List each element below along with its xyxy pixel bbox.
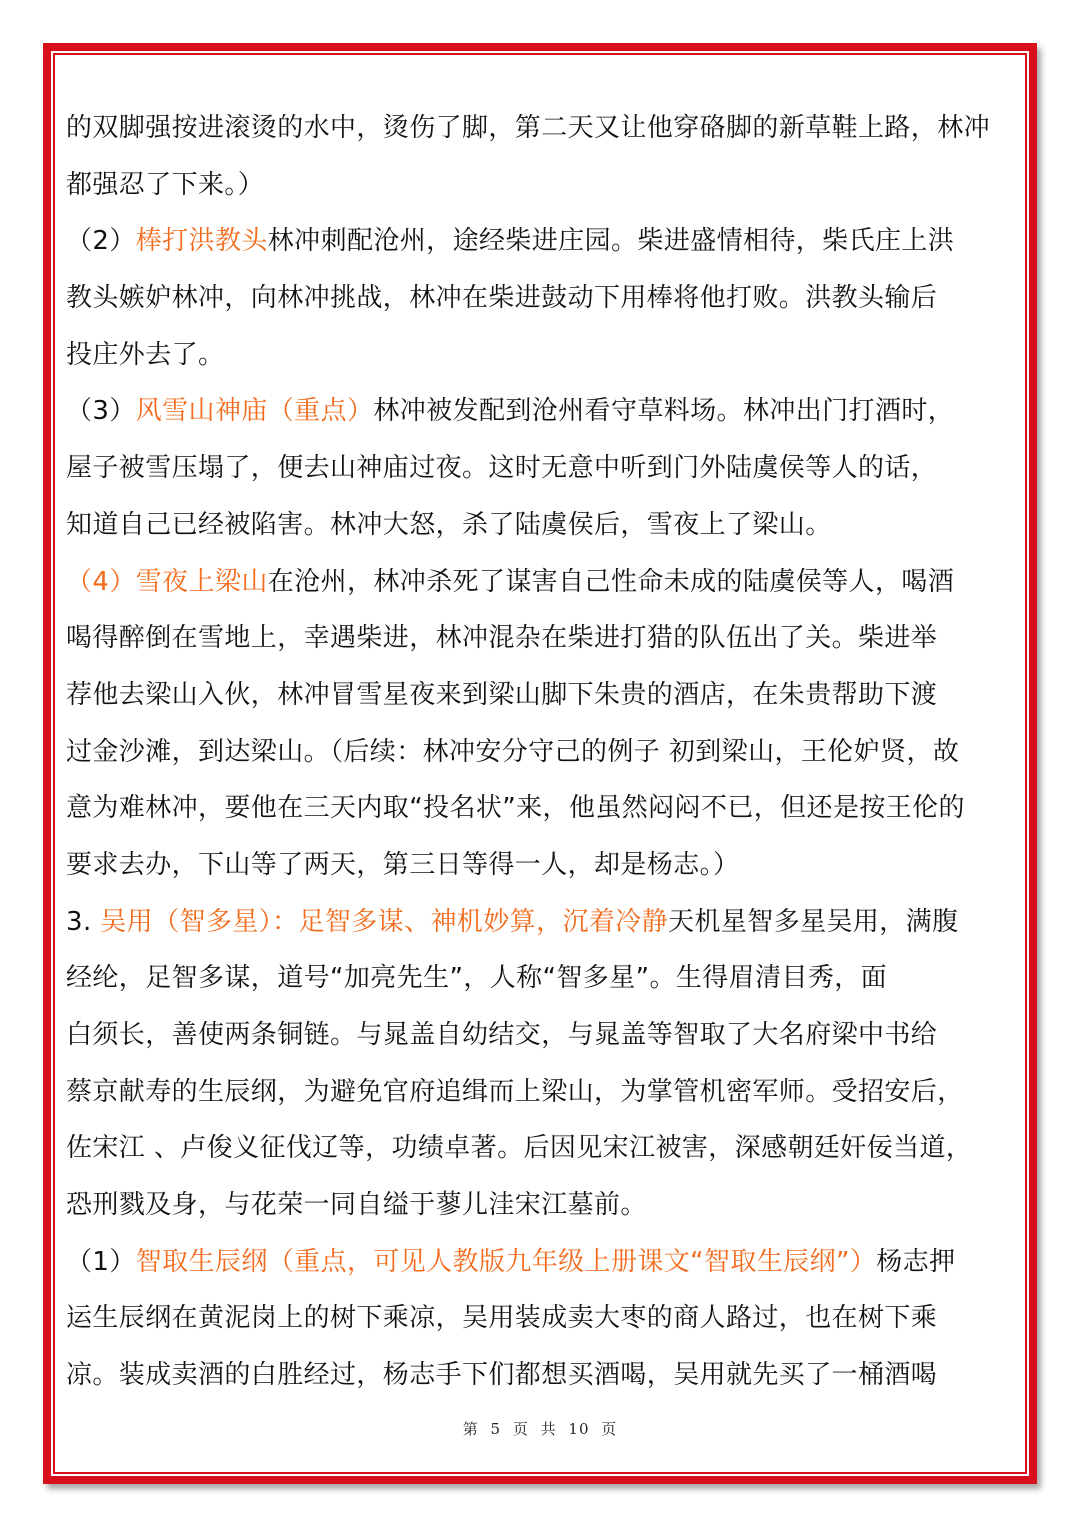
body-text: 天机星智多星吴用，满腹 bbox=[668, 906, 959, 937]
body-text: 知道自己已经被陷害。林冲大怒，杀了陆虞侯后，雪夜上了梁山。 bbox=[66, 509, 832, 540]
highlighted-heading: 智取生辰纲（重点，可见人教版九年级上册课文“智取生辰纲”） bbox=[135, 1246, 877, 1277]
body-text: 荐他去梁山入伙，林冲冒雪星夜来到梁山脚下朱贵的酒店，在朱贵帮助下渡 bbox=[66, 679, 938, 710]
body-text: 凉。装成卖酒的白胜经过，杨志手下们都想买酒喝，吴用就先买了一桶酒喝 bbox=[66, 1360, 938, 1391]
text-line bbox=[66, 270, 1016, 327]
body-text: 屋子被雪压塌了，便去山神庙过夜。这时无意中听到门外陆虞侯等人的话， bbox=[66, 453, 938, 484]
text-line bbox=[66, 610, 1016, 667]
text-line bbox=[66, 440, 1016, 497]
footer-total-pages: 10 bbox=[568, 1420, 590, 1438]
footer-total-word: 共 bbox=[540, 1420, 557, 1438]
footer-page-number: 5 bbox=[490, 1420, 502, 1438]
body-text: 佐宋江 、卢俊义征伐辽等，功绩卓著。后因见宋江被害，深感朝廷奸佞当道， bbox=[66, 1133, 973, 1164]
text-line bbox=[66, 837, 1016, 894]
highlighted-heading: （4）雪夜上梁山 bbox=[66, 566, 268, 597]
body-text: 都强忍了下来。） bbox=[66, 169, 265, 200]
text-line bbox=[66, 1234, 1016, 1291]
body-text: 杨志押 bbox=[876, 1246, 956, 1277]
text-line bbox=[66, 894, 1016, 951]
text-line bbox=[66, 100, 1016, 157]
body-text: 林冲刺配沧州，途经柴进庄园。柴进盛情相待，柴氏庄上洪 bbox=[267, 226, 955, 257]
text-line bbox=[66, 383, 1016, 440]
text-line bbox=[66, 1007, 1016, 1064]
text-line bbox=[66, 780, 1016, 837]
text-line bbox=[66, 724, 1016, 781]
highlighted-heading: 吴用（智多星）：足智多谋、神机妙算，沉着冷静 bbox=[100, 906, 669, 937]
body-text: 教头嫉妒林冲，向林冲挑战，林冲在柴进鼓动下用棒将他打败。洪教头输后 bbox=[66, 283, 938, 314]
body-text: 意为难林冲，要他在三天内取“投名状”来，他虽然闷闷不已，但还是按王伦的 bbox=[66, 793, 965, 824]
body-text: 在沧州，林冲杀死了谋害自己性命未成的陆虞侯等人，喝酒 bbox=[267, 566, 955, 597]
body-text: 蔡京献寿的生辰纲，为避免官府追缉而上梁山，为掌管机密军师。受招安后， bbox=[66, 1076, 964, 1107]
text-line bbox=[66, 1347, 1016, 1404]
text-line bbox=[66, 213, 1016, 270]
footer-suffix: 页 bbox=[601, 1420, 618, 1438]
body-text: 要求去办，下山等了两天，第三日等得一人，却是杨志。） bbox=[66, 849, 740, 880]
highlighted-heading: 风雪山神庙（重点） bbox=[135, 396, 374, 427]
text-line bbox=[66, 327, 1016, 384]
text-line bbox=[66, 950, 1016, 1007]
document-body bbox=[66, 100, 1016, 1404]
body-text: （3） bbox=[66, 396, 136, 427]
footer-page-word: 页 bbox=[512, 1420, 529, 1438]
body-text: 投庄外去了。 bbox=[66, 339, 225, 370]
text-line bbox=[66, 1120, 1016, 1177]
body-text: 3. bbox=[66, 906, 101, 937]
footer-prefix: 第 bbox=[462, 1420, 479, 1438]
page-footer bbox=[0, 1418, 1080, 1439]
text-line bbox=[66, 497, 1016, 554]
body-text: 喝得醉倒在雪地上，幸遇柴进，林冲混杂在柴进打猎的队伍出了关。柴进举 bbox=[66, 623, 938, 654]
body-text: 林冲被发配到沧州看守草料场。林冲出门打酒时， bbox=[373, 396, 955, 427]
body-text: 白须长，善使两条铜链。与晁盖自幼结交，与晁盖等智取了大名府梁中书给 bbox=[66, 1020, 938, 1050]
body-text: 的双脚强按进滚烫的水中，烫伤了脚，第二天又让他穿硌脚的新草鞋上路，林冲 bbox=[66, 113, 991, 143]
body-text: 经纶，足智多谋，道号“加亮先生”，人称“智多星”。生得眉清目秀，面 bbox=[66, 963, 888, 994]
text-line bbox=[66, 1064, 1016, 1121]
body-text: 过金沙滩，到达梁山。（后续：林冲安分守己的例子 初到梁山，王伦妒贤，故 bbox=[66, 736, 960, 767]
text-line bbox=[66, 157, 1016, 214]
highlighted-heading: 棒打洪教头 bbox=[135, 226, 268, 257]
body-text: 恐刑戮及身，与花荣一同自缢于蓼儿洼宋江墓前。 bbox=[66, 1190, 647, 1221]
text-line bbox=[66, 667, 1016, 724]
body-text: （1） bbox=[66, 1246, 136, 1277]
text-line bbox=[66, 1290, 1016, 1347]
body-text: 运生辰纲在黄泥岗上的树下乘凉，吴用装成卖大枣的商人路过，也在树下乘 bbox=[66, 1303, 938, 1334]
body-text: （2） bbox=[66, 226, 136, 257]
text-line bbox=[66, 1177, 1016, 1234]
text-line bbox=[66, 554, 1016, 611]
